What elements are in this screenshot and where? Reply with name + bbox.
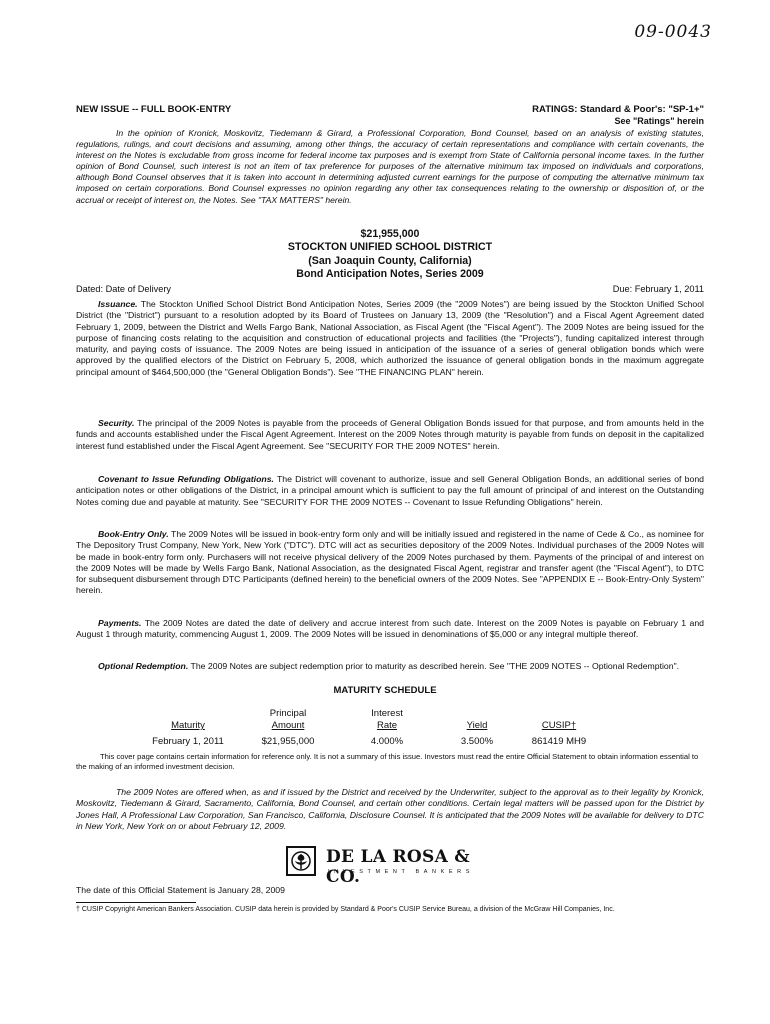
section-payments (76, 618, 704, 641)
section-heading: Book-Entry Only. (98, 529, 169, 539)
issue-amount: $21,955,000 (360, 228, 420, 240)
maturity-schedule-title: MATURITY SCHEDULE (333, 685, 437, 696)
section-heading: Security. (98, 418, 135, 428)
header-bar (76, 104, 704, 115)
row-yield: 3.500% (460, 736, 494, 747)
section-security (76, 418, 704, 452)
section-book-entry (76, 529, 704, 597)
row-amount: $21,955,000 (261, 736, 315, 747)
ratings: RATINGS: Standard & Poor's: "SP-1+" (532, 104, 704, 115)
dated-line (76, 284, 704, 294)
section-covenant (76, 474, 704, 508)
legal-opinion: In the opinion of Kronick, Moskovitz, Tiedemann & Girard, a Professional Corporation, Bond Counsel, based on an analysis of existing statutes, regulations, rulings, and court decisions and assuming, among other things, the accuracy of certain representations and compliance with certain covenants, the interest on the Notes is excludable from gross income for federal income tax purposes and is exempt from State of California personal income taxes. In the further opinion of Bond Counsel, such interest is not an item of tax preference for purposes of the alternative minimum tax imposed on individuals and corporations, although Bond Counsel observes that it is taken into account in determining adjusted current earnings for the purpose of computing the alternative minimum tax imposed on certain corporations. Bond Counsel expresses no opinion regarding any other tax consequences relating to the ownership or disposition of, or the accrual or receipt of interest on, the Notes. See "TAX MATTERS" herein. (76, 128, 704, 205)
section-heading: Optional Redemption. (98, 661, 189, 671)
due-date: Due: February 1, 2011 (612, 284, 704, 294)
title-block (76, 228, 704, 281)
underwriter-logo (286, 846, 506, 887)
logo-name: DE LA ROSA & CO. (326, 847, 470, 887)
handwritten-number: 09-0043 (634, 22, 712, 42)
series-name: Bond Anticipation Notes, Series 2009 (296, 267, 484, 280)
cover-note: This cover page contains certain information for reference only. It is not a summary of this issue. Investors must read the entire Official Statement to obtain information essential to the making of an informed investment decision. (76, 752, 699, 771)
header-yield: Yield (466, 720, 488, 731)
row-maturity: February 1, 2011 (152, 736, 224, 747)
header-principal-top: Principal (269, 708, 307, 719)
section-text: The Stockton Unified School District Bond Anticipation Notes, Series 2009 (the "2009 Notes") are being issued by the Stockton Unified School District (the "District") pursuant to a resolution adopted by its Board of Trustees on January 13, 2009 (the "Resolution") and a Fiscal Agent Agreement dated February 1, 2009, between the District and Wells Fargo Bank, National Association, as Fiscal Agent (the "Fiscal Agent"). The 2009 Notes are being issued for the purpose of financing costs relating to the acquisition and construction of educational projects and facilities (the "Projects"), funding capitalized interest through maturity, and paying costs of issuance. The 2009 Notes are being issued in anticipation of the issuance of a series of general obligation bonds which were approved by the qualified electors of the District on February 5, 2008, which authorized the issuance of general obligation bonds in the maximum aggregate principal amount of $464,500,000 (the "General Obligation Bonds"). See "THE FINANCING PLAN" herein. (76, 299, 704, 377)
section-heading: Payments. (98, 618, 142, 628)
footnote-divider (76, 902, 196, 903)
section-text: The principal of the 2009 Notes is payable from the proceeds of General Obligation Bonds issued for that purpose, and from amounts held in the funds and accounts established under the Fiscal Agent Agreement. Interest on the 2009 Notes through maturity is payable from funds on deposit in the capitalized interest fund established under the Fiscal Agent Agreement. See "SECURITY FOR THE 2009 NOTES" herein. (76, 418, 704, 451)
offering-paragraph: The 2009 Notes are offered when, as and if issued by the District and received by the Underwriter, subject to the approval as to their legality by Kronick, Moskovitz, Tiedemann & Girard, Sacramento, California, Bond Counsel, and certain other conditions. Certain legal matters will be passed upon for the District by Jones Hall, A Professional Law Corporation, San Francisco, California, Disclosure Counsel. It is anticipated that the 2009 Notes will be available for delivery to DTC in New York, New York on or about February 12, 2009. (76, 787, 704, 831)
header-interest-top: Interest (371, 708, 403, 719)
section-heading: Issuance. (98, 299, 138, 309)
row-rate: 4.000% (370, 736, 404, 747)
cusip-footnote: † CUSIP Copyright American Bankers Association. CUSIP data herein is provided by Standard & Poor's CUSIP Service Bureau, a division of the McGraw Hill Companies, Inc. (76, 906, 615, 913)
header-cusip: CUSIP† (541, 720, 577, 731)
rose-emblem-icon (286, 846, 316, 876)
section-text: The District will covenant to authorize, issue and sell General Obligation Bonds, an additional series of bond anticipation notes or other obligations of the District, in a principal amount which is sufficient to pay the full amount of principal of and interest on the Outstanding Notes coming due and payable at maturity. See "SECURITY FOR THE 2009 NOTES -- Covenant to Issue Refunding Obligations" herein. (76, 474, 704, 507)
issue-type: NEW ISSUE -- FULL BOOK-ENTRY (76, 104, 232, 115)
section-text: The 2009 Notes are subject redemption prior to maturity as described herein. See "THE 2009 NOTES -- Optional Redemption". (190, 661, 680, 671)
dated-date: Dated: Date of Delivery (76, 284, 171, 294)
row-cusip: 861419 MH9 (531, 736, 587, 747)
section-text: The 2009 Notes are dated the date of delivery and accrue interest from such date. Interest on the 2009 Notes is payable on February 1 and August 1 through maturity, commencing August 1, 2009. The 2009 Notes will be issued in denominations of $5,000 or any integral multiple thereof. (76, 618, 704, 640)
section-text: The 2009 Notes will be issued in book-entry form only and will be initially issued and registered in the name of Cede & Co., as nominee for The Depository Trust Company, New York, New York ("DTC"). DTC will act as securities depository of the 2009 Notes. Individual purchases of the 2009 Notes will be made in book-entry form only. Purchasers will not receive physical delivery of the 2009 Notes purchased by them. Payments of the principal of and interest on the 2009 Notes will be made by Wells Fargo Bank, National Association, as the designated Fiscal Agent, registrar and transfer agent (the "Fiscal Agent"), to DTC for subsequent disbursement through DTC Participants (defined herein) to the beneficial owners of the 2009 Notes. See "APPENDIX E -- Book-Entry-Only System" herein. (76, 529, 704, 596)
section-optional-redemption (76, 661, 704, 672)
section-issuance (76, 299, 704, 378)
section-heading: Covenant to Issue Refunding Obligations. (98, 474, 274, 484)
header-maturity: Maturity (171, 720, 205, 731)
statement-date: The date of this Official Statement is January 28, 2009 (76, 885, 285, 895)
county-name: (San Joaquin County, California) (308, 254, 472, 267)
ratings-see: See "Ratings" herein (614, 116, 704, 126)
header-amount: Amount (271, 720, 305, 731)
logo-tagline: INVESTMENT BANKERS (328, 869, 474, 875)
issuer-name: STOCKTON UNIFIED SCHOOL DISTRICT (287, 241, 493, 254)
header-rate: Rate (376, 720, 398, 731)
